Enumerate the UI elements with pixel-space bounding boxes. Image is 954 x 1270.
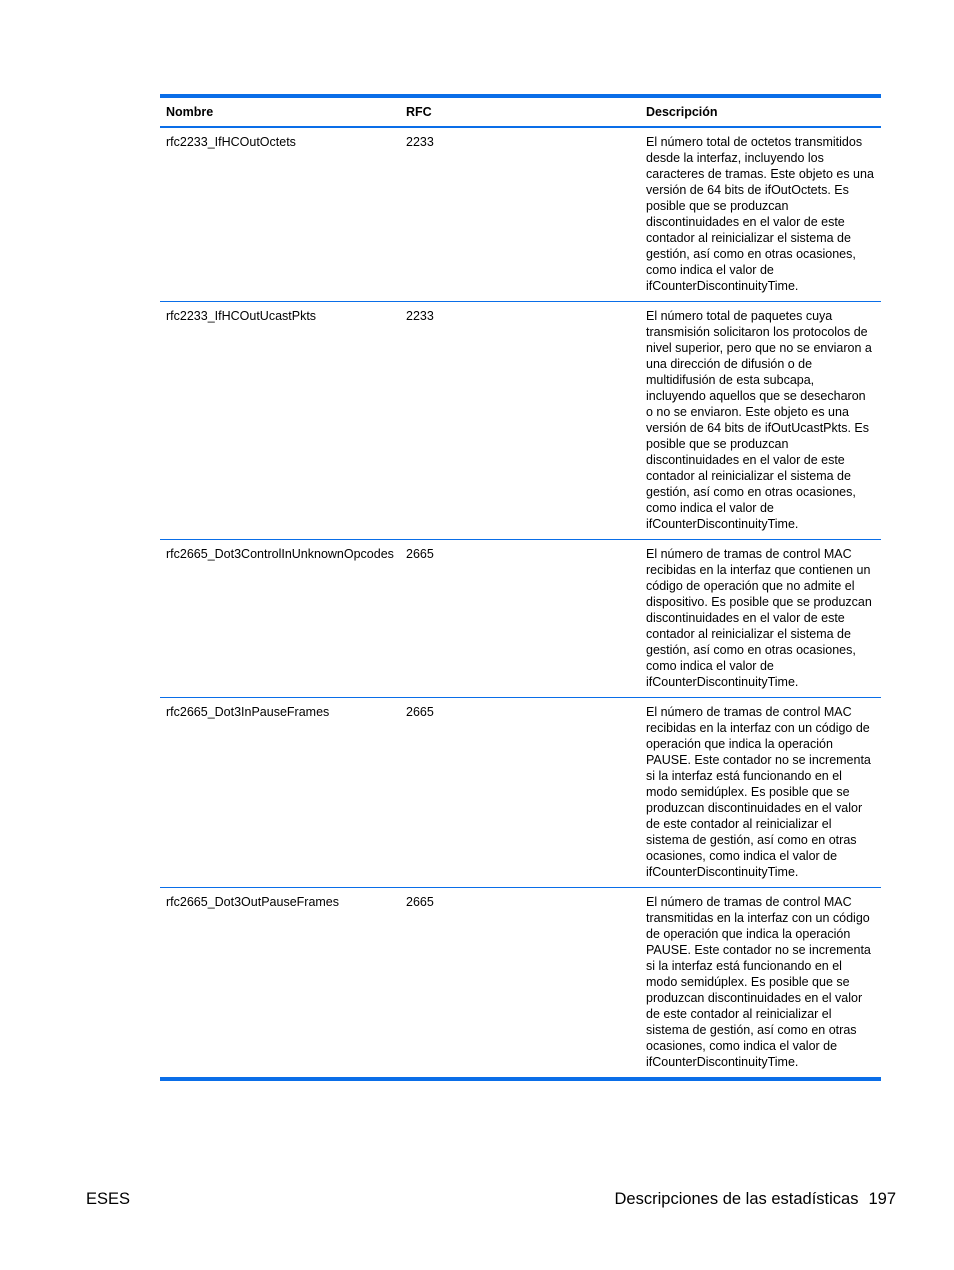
cell-description: El número de tramas de control MAC recibidas en la interfaz con un código de operación que indica la operación PAUSE. Este contador no se incrementa si la interfaz está funcionando en el modo semidúplex. Es posible que se produzcan discontinuidades en el valor de este contador al reinicializar el sistema de gestión, así como en otras ocasiones, como indica el valor de ifCounterDiscontinuityTime. [646,705,871,879]
cell-description: El número total de paquetes cuya transmisión solicitaron los protocolos de nivel superior, pero que no se enviaron a una dirección de difusión o de multidifusión de esta subcapa, incluyendo aquellos que se desecharon o no se enviaron. Este objeto es una versión de 64 bits de ifOutUcastPkts. Es posible que se produzcan discontinuidades en el valor de este contador al reinicializar el sistema de gestión, así como en otras ocasiones, como indica el valor de ifCounterDiscontinuityTime. [646,309,872,531]
cell-rfc: 2665 [406,705,434,719]
cell-name: rfc2233_IfHCOutOctets [166,135,296,149]
column-header-name: Nombre [166,105,214,119]
table-header-row [160,96,881,127]
table-row [160,127,881,302]
statistics-table-container [160,94,881,1081]
cell-description: El número total de octetos transmitidos desde la interfaz, incluyendo los caracteres de tramas. Este objeto es una versión de 64 bits de ifOutOctets. Es posible que se produzcan discontinuidades en el valor de este contador al reinicializar el sistema de gestión, así como en otras ocasiones, como indica el valor de ifCounterDiscontinuityTime. [646,135,874,293]
table-row [160,698,881,888]
page-number: 197 [868,1190,896,1208]
footer-locale-code: ESES [86,1190,131,1208]
cell-name: rfc2665_Dot3ControlInUnknownOpcodes [166,547,394,561]
cell-rfc: 2233 [406,309,434,323]
statistics-table [160,94,881,1081]
footer-page-info [615,1190,896,1209]
cell-name: rfc2665_Dot3InPauseFrames [166,705,330,719]
cell-description: El número de tramas de control MAC recibidas en la interfaz que contienen un código de operación que no admite el dispositivo. Es posible que se produzcan discontinuidades en el valor de este contador al reinicializar el sistema de gestión, así como en otras ocasiones, como indica el valor de ifCounterDiscontinuityTime. [646,547,872,689]
cell-description: El número de tramas de control MAC transmitidas en la interfaz con un código de operación que indica la operación PAUSE. Este contador no se incrementa si la interfaz está funcionando en el modo semidúplex. Es posible que se produzcan discontinuidades en el valor de este contador al reinicializar el sistema de gestión, así como en otras ocasiones, como indica el valor de ifCounterDiscontinuityTime. [646,895,871,1069]
cell-name: rfc2233_IfHCOutUcastPkts [166,309,317,323]
footer-section-title: Descripciones de las estadísticas [614,1190,859,1208]
cell-name: rfc2665_Dot3OutPauseFrames [166,895,340,909]
cell-rfc: 2665 [406,895,434,909]
column-header-description: Descripción [646,105,718,119]
table-row [160,540,881,698]
column-header-rfc: RFC [406,105,432,119]
cell-rfc: 2233 [406,135,434,149]
table-row [160,302,881,540]
table-row [160,888,881,1080]
cell-rfc: 2665 [406,547,434,561]
